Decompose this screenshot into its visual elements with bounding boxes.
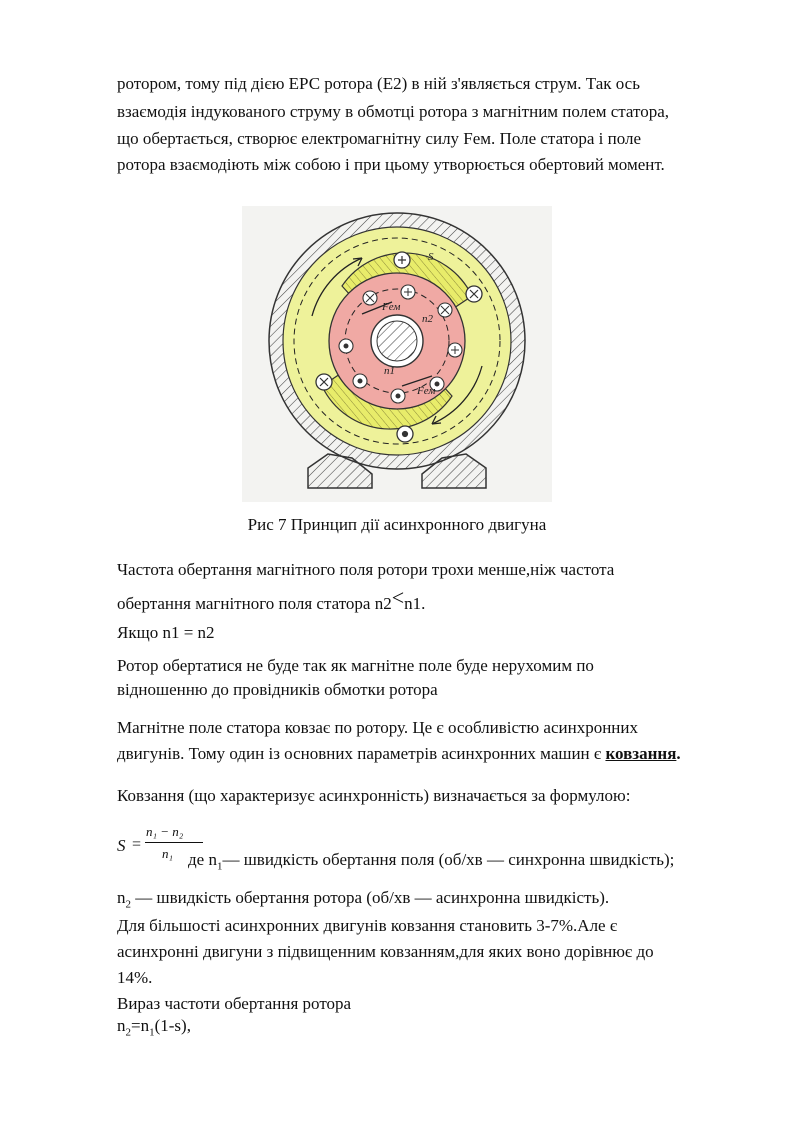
n2-prefix: n — [117, 888, 126, 907]
less-than-sign: < — [391, 585, 405, 610]
paragraph-2-line-2 — [117, 585, 426, 614]
paragraph-4-suffix: . — [676, 744, 681, 763]
expr-eq: =n — [131, 1016, 150, 1035]
paragraph-4-line-2 — [117, 744, 681, 764]
formula-eq: = — [132, 836, 142, 853]
formula-s: S — [117, 836, 126, 855]
paragraph-6-line-1: Для більшості асинхронних двигунів ковзання становить 3-7%.Але є — [117, 916, 618, 935]
formula-where — [188, 850, 674, 876]
n2-sub: 2 — [125, 898, 131, 911]
expr-sub1: 1 — [149, 1026, 155, 1039]
label-n1: n1 — [384, 365, 395, 377]
paragraph-1-line-2: взаємодія індукованого струму в обмотці ротора з магнітним полем статора, — [117, 102, 669, 121]
paragraph-5: Ковзання (що характеризує асинхронність) визначається за формулою: — [117, 786, 631, 805]
expression-title: Вираз частоти обертання ротора — [117, 994, 352, 1013]
condition-line: Якщо n1 = n2 — [117, 623, 215, 642]
force-label-bottom: Fем — [417, 385, 436, 397]
formula-denominator: n₁ — [162, 846, 174, 861]
paragraph-1-line-1: ротором, тому під дією ЕРС ротора (Е2) в ній з'являється струм. Так ось — [117, 74, 640, 93]
formula-numerator: n₁ − n₂ — [146, 824, 184, 839]
motor-diagram — [242, 206, 552, 502]
paragraph-1-line-3: що обертається, створює електромагнітну силу Fем. Поле статора і поле — [117, 129, 642, 148]
label-n2: n2 — [422, 313, 433, 325]
shaft-core — [377, 321, 417, 361]
formula-where-text: — швидкість обертання поля (об/хв — синхронна швидкість); — [222, 850, 675, 869]
fraction-bar — [145, 842, 203, 843]
expr-sub2: 2 — [125, 1026, 131, 1039]
label-s: S — [428, 251, 434, 263]
paragraph-2-suffix: n1. — [404, 594, 426, 613]
term-kovzannia: ковзання — [605, 744, 677, 763]
expr-rest: (1-s), — [154, 1016, 191, 1035]
paragraph-3-line-1: Ротор обертатися не буде так як магнітне поле буде нерухомим по — [117, 656, 594, 675]
paragraph-6-line-3: 14%. — [117, 968, 153, 987]
paragraph-2-line-1: Частота обертання магнітного поля ротори трохи менше,ніж частота — [117, 560, 615, 579]
paragraph-3-line-2: відношенню до провідників обмотки ротора — [117, 680, 438, 699]
paragraph-1-line-4: ротора взаємодіють між собою і при цьому утворюється обертовий момент. — [117, 155, 665, 174]
paragraph-2-prefix: обертання магнітного поля статора n2 — [117, 594, 392, 613]
expression — [117, 1016, 191, 1042]
formula-where-sub: 1 — [216, 860, 223, 873]
paragraph-4-line-1: Магнітне поле статора ковзає по ротору. Це є особливістю асинхронних — [117, 718, 638, 737]
figure-caption: Рис 7 Принцип дії асинхронного двигуна — [247, 515, 547, 534]
paragraph-4-prefix: двигунів. Тому один із основних параметрів асинхронних машин є — [117, 744, 606, 763]
force-label-top: Fем — [382, 301, 401, 313]
paragraph-6-line-2: асинхронні двигуни з підвищенним ковзанням,для яких воно дорівнює до — [117, 942, 654, 961]
formula-where-prefix: де n — [188, 850, 217, 869]
n2-definition — [117, 888, 609, 914]
n2-text: — швидкість обертання ротора (об/хв — асинхронна швидкість). — [131, 888, 610, 907]
expr-n: n — [117, 1016, 126, 1035]
